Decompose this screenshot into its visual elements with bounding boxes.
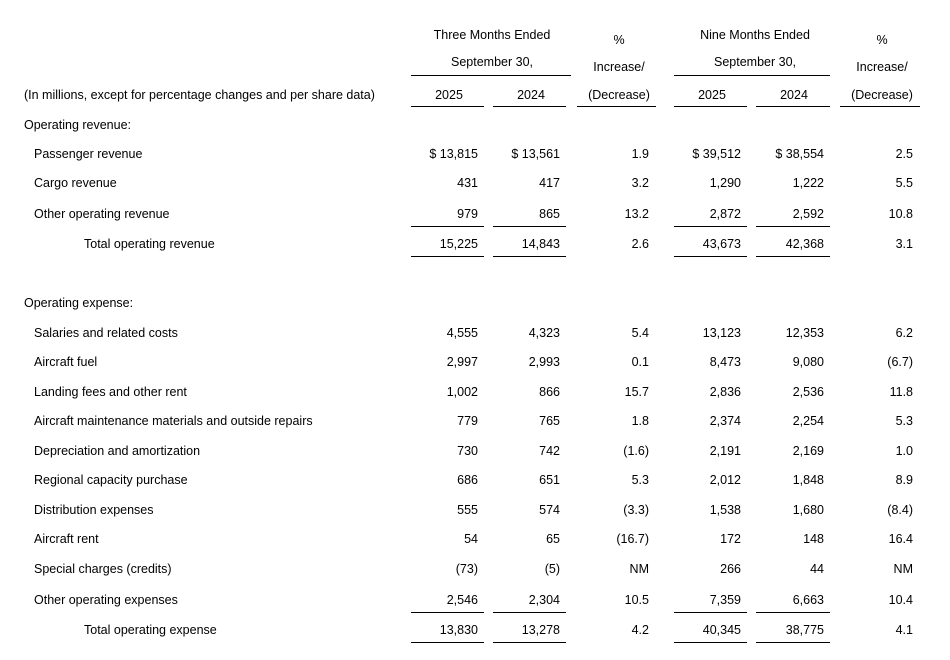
rule-sub-rev-q25 bbox=[411, 226, 484, 227]
rule-sub-rev-q24 bbox=[493, 226, 566, 227]
cell-q25: 730 bbox=[457, 444, 478, 458]
cell-q24: 574 bbox=[539, 503, 560, 517]
pct-increase-n: Increase/ bbox=[856, 60, 908, 74]
cell-n24: 1,680 bbox=[792, 503, 824, 517]
row-label: Aircraft maintenance materials and outside repairs bbox=[34, 414, 313, 428]
rule-tot-rev-n25 bbox=[674, 256, 747, 257]
cell-npct: 1.0 bbox=[895, 444, 913, 458]
rule-tot-exp-n24 bbox=[756, 642, 830, 643]
nine-months-date: September 30, bbox=[714, 55, 796, 69]
cell-n24: 42,368 bbox=[785, 237, 824, 251]
rule-sub-exp-n24 bbox=[756, 612, 830, 613]
rule-tot-exp-n25 bbox=[674, 642, 747, 643]
cell-q25: 54 bbox=[464, 532, 478, 546]
cell-n25: 1,290 bbox=[709, 176, 741, 190]
pct-decrease-q: (Decrease) bbox=[588, 88, 650, 102]
row-label: Other operating expenses bbox=[34, 593, 178, 607]
row-label: Cargo revenue bbox=[34, 176, 117, 190]
cell-qpct: 0.1 bbox=[631, 355, 649, 369]
cell-n25: 7,359 bbox=[709, 593, 741, 607]
cell-q24: 866 bbox=[539, 385, 560, 399]
cell-n24: $ 38,554 bbox=[775, 147, 824, 161]
cell-npct: 2.5 bbox=[895, 147, 913, 161]
cell-n24: 1,848 bbox=[792, 473, 824, 487]
cell-q25: 555 bbox=[457, 503, 478, 517]
rule-sub-rev-n25 bbox=[674, 226, 747, 227]
cell-qpct: 5.3 bbox=[631, 473, 649, 487]
cell-q25: 979 bbox=[457, 207, 478, 221]
cell-q24: 65 bbox=[546, 532, 560, 546]
cell-qpct: (3.3) bbox=[623, 503, 649, 517]
cell-qpct: 4.2 bbox=[631, 623, 649, 637]
rule-pct-q bbox=[577, 106, 656, 107]
cell-qpct: 1.9 bbox=[631, 147, 649, 161]
cell-npct: 8.9 bbox=[895, 473, 913, 487]
cell-q25: (73) bbox=[455, 562, 478, 576]
three-months-date: September 30, bbox=[451, 55, 533, 69]
rule-year-q24 bbox=[493, 106, 566, 107]
year-header-q25: 2025 bbox=[435, 88, 463, 102]
rule-tot-exp-q24 bbox=[493, 642, 566, 643]
rule-year-q25 bbox=[411, 106, 484, 107]
cell-q24: 865 bbox=[539, 207, 560, 221]
cell-npct: 5.5 bbox=[895, 176, 913, 190]
cell-q24: 4,323 bbox=[528, 326, 560, 340]
year-header-q24: 2024 bbox=[517, 88, 545, 102]
cell-q25: 779 bbox=[457, 414, 478, 428]
cell-n24: 38,775 bbox=[785, 623, 824, 637]
cell-n24: 44 bbox=[810, 562, 824, 576]
cell-q25: 4,555 bbox=[446, 326, 478, 340]
cell-n25: 2,836 bbox=[709, 385, 741, 399]
cell-q24: 14,843 bbox=[521, 237, 560, 251]
cell-q24: 765 bbox=[539, 414, 560, 428]
row-label: Landing fees and other rent bbox=[34, 385, 187, 399]
cell-q25: 431 bbox=[457, 176, 478, 190]
cell-npct: 3.1 bbox=[895, 237, 913, 251]
cell-n25: 2,374 bbox=[709, 414, 741, 428]
cell-q25: 1,002 bbox=[446, 385, 478, 399]
cell-n24: 2,592 bbox=[792, 207, 824, 221]
cell-n25: 1,538 bbox=[709, 503, 741, 517]
row-label-header: (In millions, except for percentage changes and per share data) bbox=[24, 88, 375, 102]
cell-qpct: 5.4 bbox=[631, 326, 649, 340]
cell-n25: $ 39,512 bbox=[692, 147, 741, 161]
cell-npct: 10.8 bbox=[888, 207, 913, 221]
cell-q24: (5) bbox=[544, 562, 560, 576]
cell-q24: 417 bbox=[539, 176, 560, 190]
nine-months-header: Nine Months Ended bbox=[700, 28, 810, 42]
cell-n24: 1,222 bbox=[792, 176, 824, 190]
cell-n25: 266 bbox=[720, 562, 741, 576]
row-label: Total operating revenue bbox=[84, 237, 215, 251]
row-label: Depreciation and amortization bbox=[34, 444, 201, 458]
section-heading-revenue: Operating revenue: bbox=[24, 118, 132, 132]
cell-qpct: 3.2 bbox=[631, 176, 649, 190]
pct-decrease-n: (Decrease) bbox=[851, 88, 913, 102]
cell-q25: $ 13,815 bbox=[429, 147, 478, 161]
cell-n24: 2,536 bbox=[792, 385, 824, 399]
cell-qpct: NM bbox=[629, 562, 649, 576]
row-label: Aircraft fuel bbox=[34, 355, 98, 369]
cell-qpct: 15.7 bbox=[624, 385, 649, 399]
cell-qpct: 10.5 bbox=[624, 593, 649, 607]
cell-q25: 15,225 bbox=[439, 237, 478, 251]
cell-q24: $ 13,561 bbox=[511, 147, 560, 161]
rule-sub-exp-q25 bbox=[411, 612, 484, 613]
cell-q24: 13,278 bbox=[521, 623, 560, 637]
cell-n25: 40,345 bbox=[702, 623, 741, 637]
row-label: Passenger revenue bbox=[34, 147, 143, 161]
cell-n25: 2,191 bbox=[709, 444, 741, 458]
cell-q25: 2,546 bbox=[446, 593, 478, 607]
cell-qpct: 2.6 bbox=[631, 237, 649, 251]
cell-q24: 651 bbox=[539, 473, 560, 487]
year-header-n25: 2025 bbox=[698, 88, 726, 102]
year-header-n24: 2024 bbox=[780, 88, 808, 102]
cell-n24: 6,663 bbox=[792, 593, 824, 607]
cell-q25: 2,997 bbox=[446, 355, 478, 369]
cell-n25: 2,012 bbox=[709, 473, 741, 487]
cell-npct: (6.7) bbox=[887, 355, 913, 369]
rule-tot-rev-q24 bbox=[493, 256, 566, 257]
cell-n24: 2,169 bbox=[792, 444, 824, 458]
cell-q24: 2,304 bbox=[528, 593, 560, 607]
cell-n25: 13,123 bbox=[702, 326, 741, 340]
cell-npct: 5.3 bbox=[895, 414, 913, 428]
row-label: Salaries and related costs bbox=[34, 326, 178, 340]
cell-npct: (8.4) bbox=[887, 503, 913, 517]
rule-nine-months bbox=[674, 75, 830, 76]
cell-qpct: (16.7) bbox=[616, 532, 649, 546]
cell-n24: 148 bbox=[803, 532, 824, 546]
rule-year-n24 bbox=[756, 106, 830, 107]
cell-npct: 16.4 bbox=[888, 532, 913, 546]
rule-pct-n bbox=[840, 106, 920, 107]
cell-q25: 13,830 bbox=[439, 623, 478, 637]
cell-n25: 172 bbox=[720, 532, 741, 546]
cell-n25: 8,473 bbox=[709, 355, 741, 369]
cell-qpct: 1.8 bbox=[631, 414, 649, 428]
pct-symbol-q: % bbox=[613, 33, 625, 47]
rule-tot-exp-q25 bbox=[411, 642, 484, 643]
cell-qpct: 13.2 bbox=[624, 207, 649, 221]
cell-n24: 9,080 bbox=[792, 355, 824, 369]
cell-npct: 4.1 bbox=[895, 623, 913, 637]
row-label: Special charges (credits) bbox=[34, 562, 172, 576]
row-label: Distribution expenses bbox=[34, 503, 154, 517]
cell-n25: 43,673 bbox=[702, 237, 741, 251]
cell-q24: 2,993 bbox=[528, 355, 560, 369]
cell-npct: 10.4 bbox=[888, 593, 913, 607]
cell-q25: 686 bbox=[457, 473, 478, 487]
rule-sub-rev-n24 bbox=[756, 226, 830, 227]
cell-npct: 11.8 bbox=[889, 385, 913, 399]
cell-qpct: (1.6) bbox=[623, 444, 649, 458]
cell-q24: 742 bbox=[539, 444, 560, 458]
rule-sub-exp-n25 bbox=[674, 612, 747, 613]
section-heading-expense: Operating expense: bbox=[24, 296, 134, 310]
row-label: Aircraft rent bbox=[34, 532, 99, 546]
rule-tot-rev-n24 bbox=[756, 256, 830, 257]
rule-three-months bbox=[411, 75, 571, 76]
pct-increase-q: Increase/ bbox=[593, 60, 645, 74]
cell-n25: 2,872 bbox=[709, 207, 741, 221]
row-label: Total operating expense bbox=[84, 623, 217, 637]
rule-sub-exp-q24 bbox=[493, 612, 566, 613]
row-label: Regional capacity purchase bbox=[34, 473, 188, 487]
pct-symbol-n: % bbox=[876, 33, 888, 47]
rule-tot-rev-q25 bbox=[411, 256, 484, 257]
cell-n24: 12,353 bbox=[785, 326, 824, 340]
cell-npct: 6.2 bbox=[895, 326, 913, 340]
cell-npct: NM bbox=[893, 562, 913, 576]
rule-year-n25 bbox=[674, 106, 747, 107]
three-months-header: Three Months Ended bbox=[433, 28, 551, 42]
cell-n24: 2,254 bbox=[792, 414, 824, 428]
row-label: Other operating revenue bbox=[34, 207, 170, 221]
